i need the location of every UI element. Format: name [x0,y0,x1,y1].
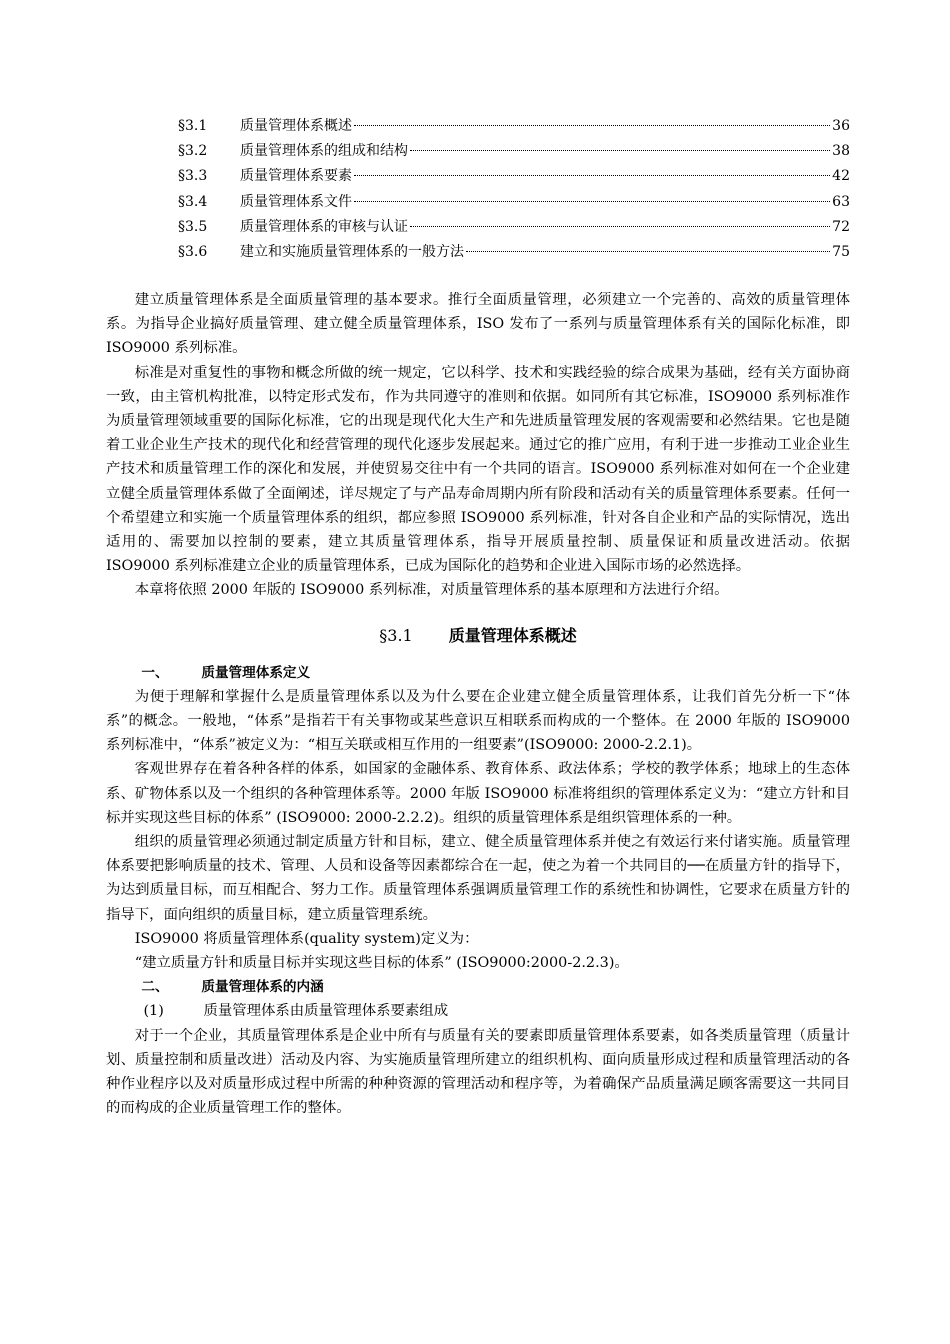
toc-number: §3.3 [178,168,208,185]
subsection-number: 二、 [141,979,169,996]
toc-entry[interactable] [178,114,850,139]
toc-entry[interactable] [178,139,850,164]
toc-title: 质量管理体系要素 [240,168,352,185]
toc-number: §3.4 [178,193,208,210]
body-paragraph: 组织的质量管理必须通过制定质量方针和目标，建立、健全质量管理体系并使之有效运行来付诸实施。质量管理体系要把影响质量的技术、管理、人员和设备等因素都综合在一起，使之为着一个共同目的──在质量方针的指导下，为达到质量目标，而互相配合、努力工作。质量管理体系强调质量管理工作的系统性和协调性，它要求在质量方针的指导下，面向组织的质量目标，建立质量管理系统。 [106,834,850,923]
intro-paragraph: 本章将依照 2000 年版的 ISO9000 系列标准，对质量管理体系的基本原理和方法进行介绍。 [134,582,729,599]
toc-leader [354,125,830,126]
subsection-heading [106,975,850,999]
toc-entry[interactable] [178,164,850,189]
item-title: 质量管理体系由质量管理体系要素组成 [203,1003,449,1020]
toc-number: §3.6 [178,243,208,260]
toc-title: 建立和实施质量管理体系的一般方法 [240,243,464,260]
numbered-item [106,999,850,1023]
toc-leader [466,251,830,252]
table-of-contents [178,114,850,265]
intro-paragraph: 建立质量管理体系是全面质量管理的基本要求。推行全面质量管理，必须建立一个完善的、高效的质量管理体系。为指导企业搞好质量管理、建立健全质量管理体系，ISO 发布了一系列与质量管理体系有关的国际化标准，即 ISO9000 系列标准。 [106,292,850,357]
toc-page-number: 72 [832,218,850,235]
toc-entry[interactable] [178,190,850,215]
subsection-title: 质量管理体系的内涵 [201,979,324,996]
toc-page-number: 75 [832,243,850,260]
toc-title: 质量管理体系的审核与认证 [240,218,408,235]
section-title [106,623,850,649]
section-number: §3.1 [379,625,413,645]
toc-title: 质量管理体系的组成和结构 [240,143,408,160]
toc-number: §3.1 [178,118,208,134]
toc-number: §3.2 [178,143,208,160]
toc-leader [354,175,830,176]
toc-entry[interactable] [178,215,850,240]
body-text [106,288,850,1121]
toc-leader [354,201,830,202]
section-title-text: 质量管理体系概述 [448,625,577,645]
intro-paragraph: 标准是对重复性的事物和概念所做的统一规定，它以科学、技术和实践经验的综合成果为基础，经有关方面协商一致，由主管机构批准，以特定形式发布，作为共同遵守的准则和依据。如同所有其它标准，ISO9000 系列标准作为质量管理领域重要的国际化标准，它的出现是现代化大生产和先进质量管理发展的客观需要和必然结果。它也是随着工业企业生产技术的现代化和经营管理的现代化逐步发展起来。通过它的推广应用，有利于进一步推动工业企业生产技术和质量管理工作的深化和发展，并使贸易交往中有一个共同的语言。ISO9000 系列标准对如何在一个企业建立健全质量管理体系做了全面阐述，详尽规定了与产品寿命周期内所有阶段和活动有关的质量管理体系要素。任何一个希望建立和实施一个质量管理体系的组织，都应参照 ISO9000 系列标准，针对各自企业和产品的实际情况，选出适用的、需要加以控制的要素，建立其质量管理体系，指导开展质量控制、质量保证和质量改进活动。依据 ISO9000 系列标准建立企业的质量管理体系，已成为国际化的趋势和企业进入国际市场的必然选择。 [106,364,850,575]
body-paragraph: 对于一个企业，其质量管理体系是企业中所有与质量有关的要素即质量管理体系要素，如各类质量管理（质量计划、质量控制和质量改进）活动及内容、为实施质量管理所建立的组织机构、面向质量形成过程和质量管理活动的各种作业程序以及对质量形成过程中所需的种种资源的管理活动和程序等，为着确保产品质量满足顾客需要这一共同目的而构成的企业质量管理工作的整体。 [106,1027,850,1117]
toc-number: §3.5 [178,218,208,235]
item-number: (1) [143,1003,164,1020]
toc-page-number: 38 [832,143,850,160]
toc-leader [410,226,830,227]
subsection-title: 质量管理体系定义 [201,664,311,681]
toc-page-number: 42 [832,168,850,185]
subsection-heading [106,661,850,685]
toc-title: 质量管理体系概述 [240,118,352,134]
toc-title: 质量管理体系文件 [240,193,352,210]
body-paragraph: 为便于理解和掌握什么是质量管理体系以及为什么要在企业建立健全质量管理体系，让我们首先分析一下“体系”的概念。一般地，“体系”是指若干有关事物或某些意识互相联系而构成的一个整体。在 2000 年版的 ISO9000 系列标准中，“体系”被定义为：“相互关联或相互作用的一组要素”(ISO9000: 2000-2.2.1)。 [106,688,850,754]
definition-quote: “建立质量方针和质量目标并实现这些目标的体系” (ISO9000:2000-2.2.3)。 [134,955,629,972]
toc-entry[interactable] [178,240,850,265]
toc-page-number: 63 [832,193,850,210]
subsection-number: 一、 [141,664,169,681]
toc-page-number: 36 [832,118,850,134]
body-paragraph: 客观世界存在着各种各样的体系，如国家的金融体系、教育体系、政法体系；学校的教学体系；地球上的生态体系、矿物体系以及一个组织的各种管理体系等。2000 年版 ISO9000 标准将组织的管理体系定义为：“建立方针和目标并实现这些目标的体系” (ISO9000: 2000-2.2.2)。组织的质量管理体系是组织管理体系的一种。 [106,761,850,826]
body-paragraph: ISO9000 将质量管理体系(quality system)定义为： [134,930,479,947]
toc-leader [410,150,830,151]
